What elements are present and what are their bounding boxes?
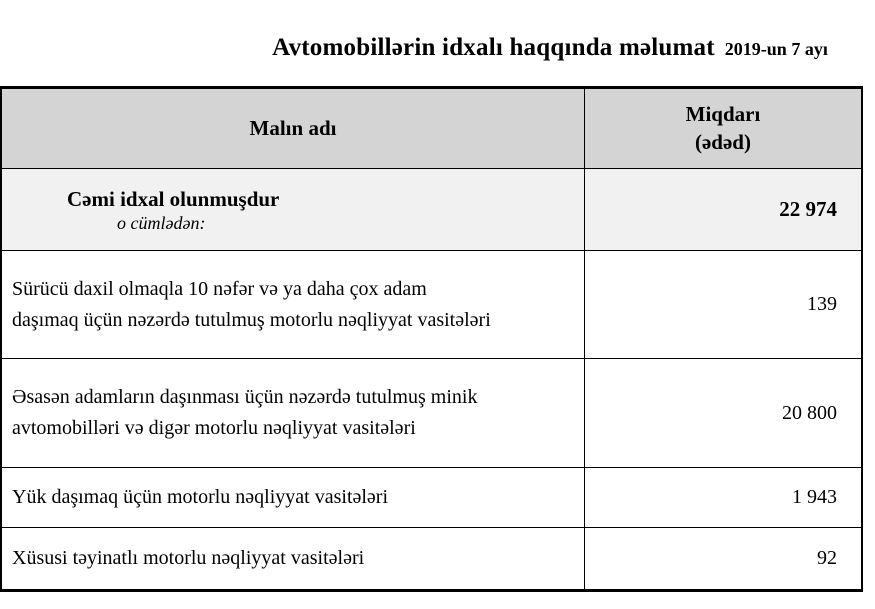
table-row-passenger-cars bbox=[2, 358, 861, 467]
row-value: 1 943 bbox=[792, 486, 837, 508]
row-value-cell bbox=[585, 359, 861, 467]
table-header-row bbox=[2, 89, 861, 168]
row-name-line1: Xüsusi təyinatlı motorlu nəqliyyat vasitələri bbox=[12, 547, 365, 569]
total-label: Cəmi idxal olunmuşdur bbox=[67, 186, 280, 211]
total-sublabel: o cümlədən: bbox=[117, 212, 206, 233]
page-title-period: 2019-un 7 ayı bbox=[724, 39, 828, 59]
header-label-product: Malın adı bbox=[249, 116, 337, 140]
page-title bbox=[225, 34, 875, 62]
row-name-line2: avtomobilləri və digər motorlu nəqliyyat vasitələri bbox=[12, 417, 416, 439]
row-value: 92 bbox=[817, 547, 837, 569]
table-row-cargo-vehicles bbox=[2, 467, 861, 527]
row-value-cell bbox=[585, 528, 861, 589]
row-name-line2: daşımaq üçün nəzərdə tutulmuş motorlu nəqliyyat vasitələri bbox=[12, 308, 491, 331]
header-cell-product-name bbox=[2, 89, 585, 168]
page-title-main: Avtomobillərin idxalı haqqında məlumat bbox=[272, 34, 715, 61]
table-row-special-purpose bbox=[2, 527, 861, 589]
total-value-cell bbox=[585, 169, 861, 250]
row-value-cell bbox=[585, 468, 861, 527]
row-name-line1: Əsasən adamların daşınması üçün nəzərdə tutulmuş minik bbox=[12, 386, 478, 408]
header-quantity-line2: (ədəd) bbox=[694, 129, 751, 154]
row-name-cell bbox=[2, 251, 585, 358]
table-row-buses bbox=[2, 250, 861, 358]
row-value: 20 800 bbox=[782, 401, 837, 424]
header-cell-quantity bbox=[585, 89, 861, 168]
row-name-cell bbox=[2, 468, 585, 527]
row-value-cell bbox=[585, 251, 861, 358]
row-name-line1: Yük daşımaq üçün motorlu nəqliyyat vasitələri bbox=[12, 486, 389, 508]
header-quantity-line1: Miqdarı bbox=[685, 102, 761, 127]
row-value: 139 bbox=[807, 293, 837, 315]
total-name-cell bbox=[2, 169, 585, 250]
import-data-table bbox=[0, 86, 863, 592]
row-name-cell bbox=[2, 359, 585, 467]
header-label-quantity bbox=[686, 101, 761, 156]
row-name-cell bbox=[2, 528, 585, 589]
table-row-total bbox=[2, 168, 861, 250]
row-name-line1: Sürücü daxil olmaqla 10 nəfər və ya daha çox adam bbox=[12, 277, 427, 300]
total-value: 22 974 bbox=[779, 197, 837, 221]
